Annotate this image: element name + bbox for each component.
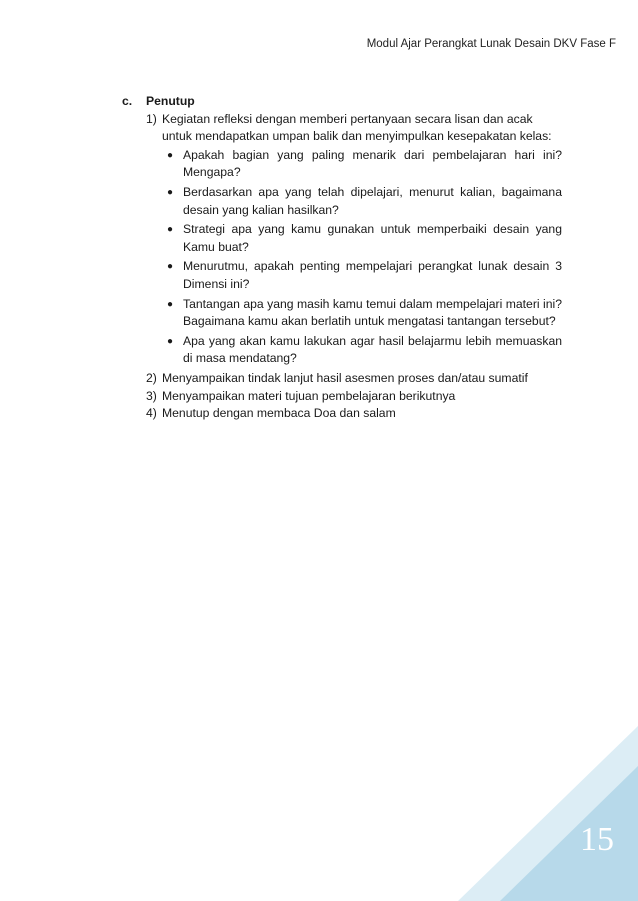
- list-item-number: 3): [146, 388, 157, 403]
- page-header: Modul Ajar Perangkat Lunak Desain DKV Fase F: [366, 38, 616, 50]
- bullet-icon: ●: [167, 335, 174, 347]
- bullet-icon: ●: [167, 261, 174, 273]
- list-item-text: Kegiatan refleksi dengan memberi pertanyaan secara lisan dan acak untuk mendapatkan umpan balik dan menyimpulkan kesepakatan kelas:: [162, 111, 552, 144]
- list-item-number: 4): [146, 406, 157, 421]
- reflection-questions: [122, 147, 562, 368]
- bullet-item: [167, 333, 562, 368]
- list-item-number: 2): [146, 370, 157, 385]
- list-item: [146, 111, 562, 146]
- bullet-text: Apakah bagian yang paling menarik dari pembelajaran hari ini? Mengapa?: [183, 147, 562, 180]
- corner-decoration: [458, 726, 638, 901]
- bullet-icon: ●: [167, 186, 174, 198]
- list-item: [146, 370, 562, 388]
- section-heading: [122, 93, 562, 111]
- bullet-item: [167, 258, 562, 293]
- bullet-text: Strategi apa yang kamu gunakan untuk memperbaiki desain yang Kamu buat?: [183, 222, 562, 254]
- section-title: Penutup: [146, 94, 195, 108]
- bullet-item: [167, 296, 562, 331]
- page-number: 15: [580, 821, 614, 858]
- bullet-icon: ●: [167, 149, 174, 161]
- section-letter: c.: [122, 94, 133, 108]
- bullet-icon: ●: [167, 224, 174, 236]
- list-item-number: 1): [146, 111, 157, 126]
- document-body: [122, 93, 562, 423]
- bullet-text: Berdasarkan apa yang telah dipelajari, menurut kalian, bagaimana desain yang kalian hasilkan?: [183, 184, 562, 217]
- bullet-text: Apa yang akan kamu lakukan agar hasil belajarmu lebih memuaskan di masa mendatang?: [183, 333, 562, 366]
- list-item-text: Menutup dengan membaca Doa dan salam: [162, 406, 396, 421]
- list-item-text: Menyampaikan materi tujuan pembelajaran berikutnya: [162, 388, 456, 403]
- list-item: [146, 405, 562, 423]
- bullet-icon: ●: [167, 298, 174, 310]
- list-item: [146, 388, 562, 406]
- bullet-text: Menurutmu, apakah penting mempelajari perangkat lunak desain 3 Dimensi ini?: [183, 259, 562, 291]
- list-item-text: Menyampaikan tindak lanjut hasil asesmen proses dan/atau sumatif: [162, 370, 528, 385]
- bullet-item: [167, 147, 562, 182]
- bullet-item: [167, 184, 562, 219]
- bullet-text: Tantangan apa yang masih kamu temui dalam mempelajari materi ini? Bagaimana kamu akan berlatih untuk mengatasi tantangan tersebut?: [183, 296, 562, 329]
- bullet-item: [167, 221, 562, 256]
